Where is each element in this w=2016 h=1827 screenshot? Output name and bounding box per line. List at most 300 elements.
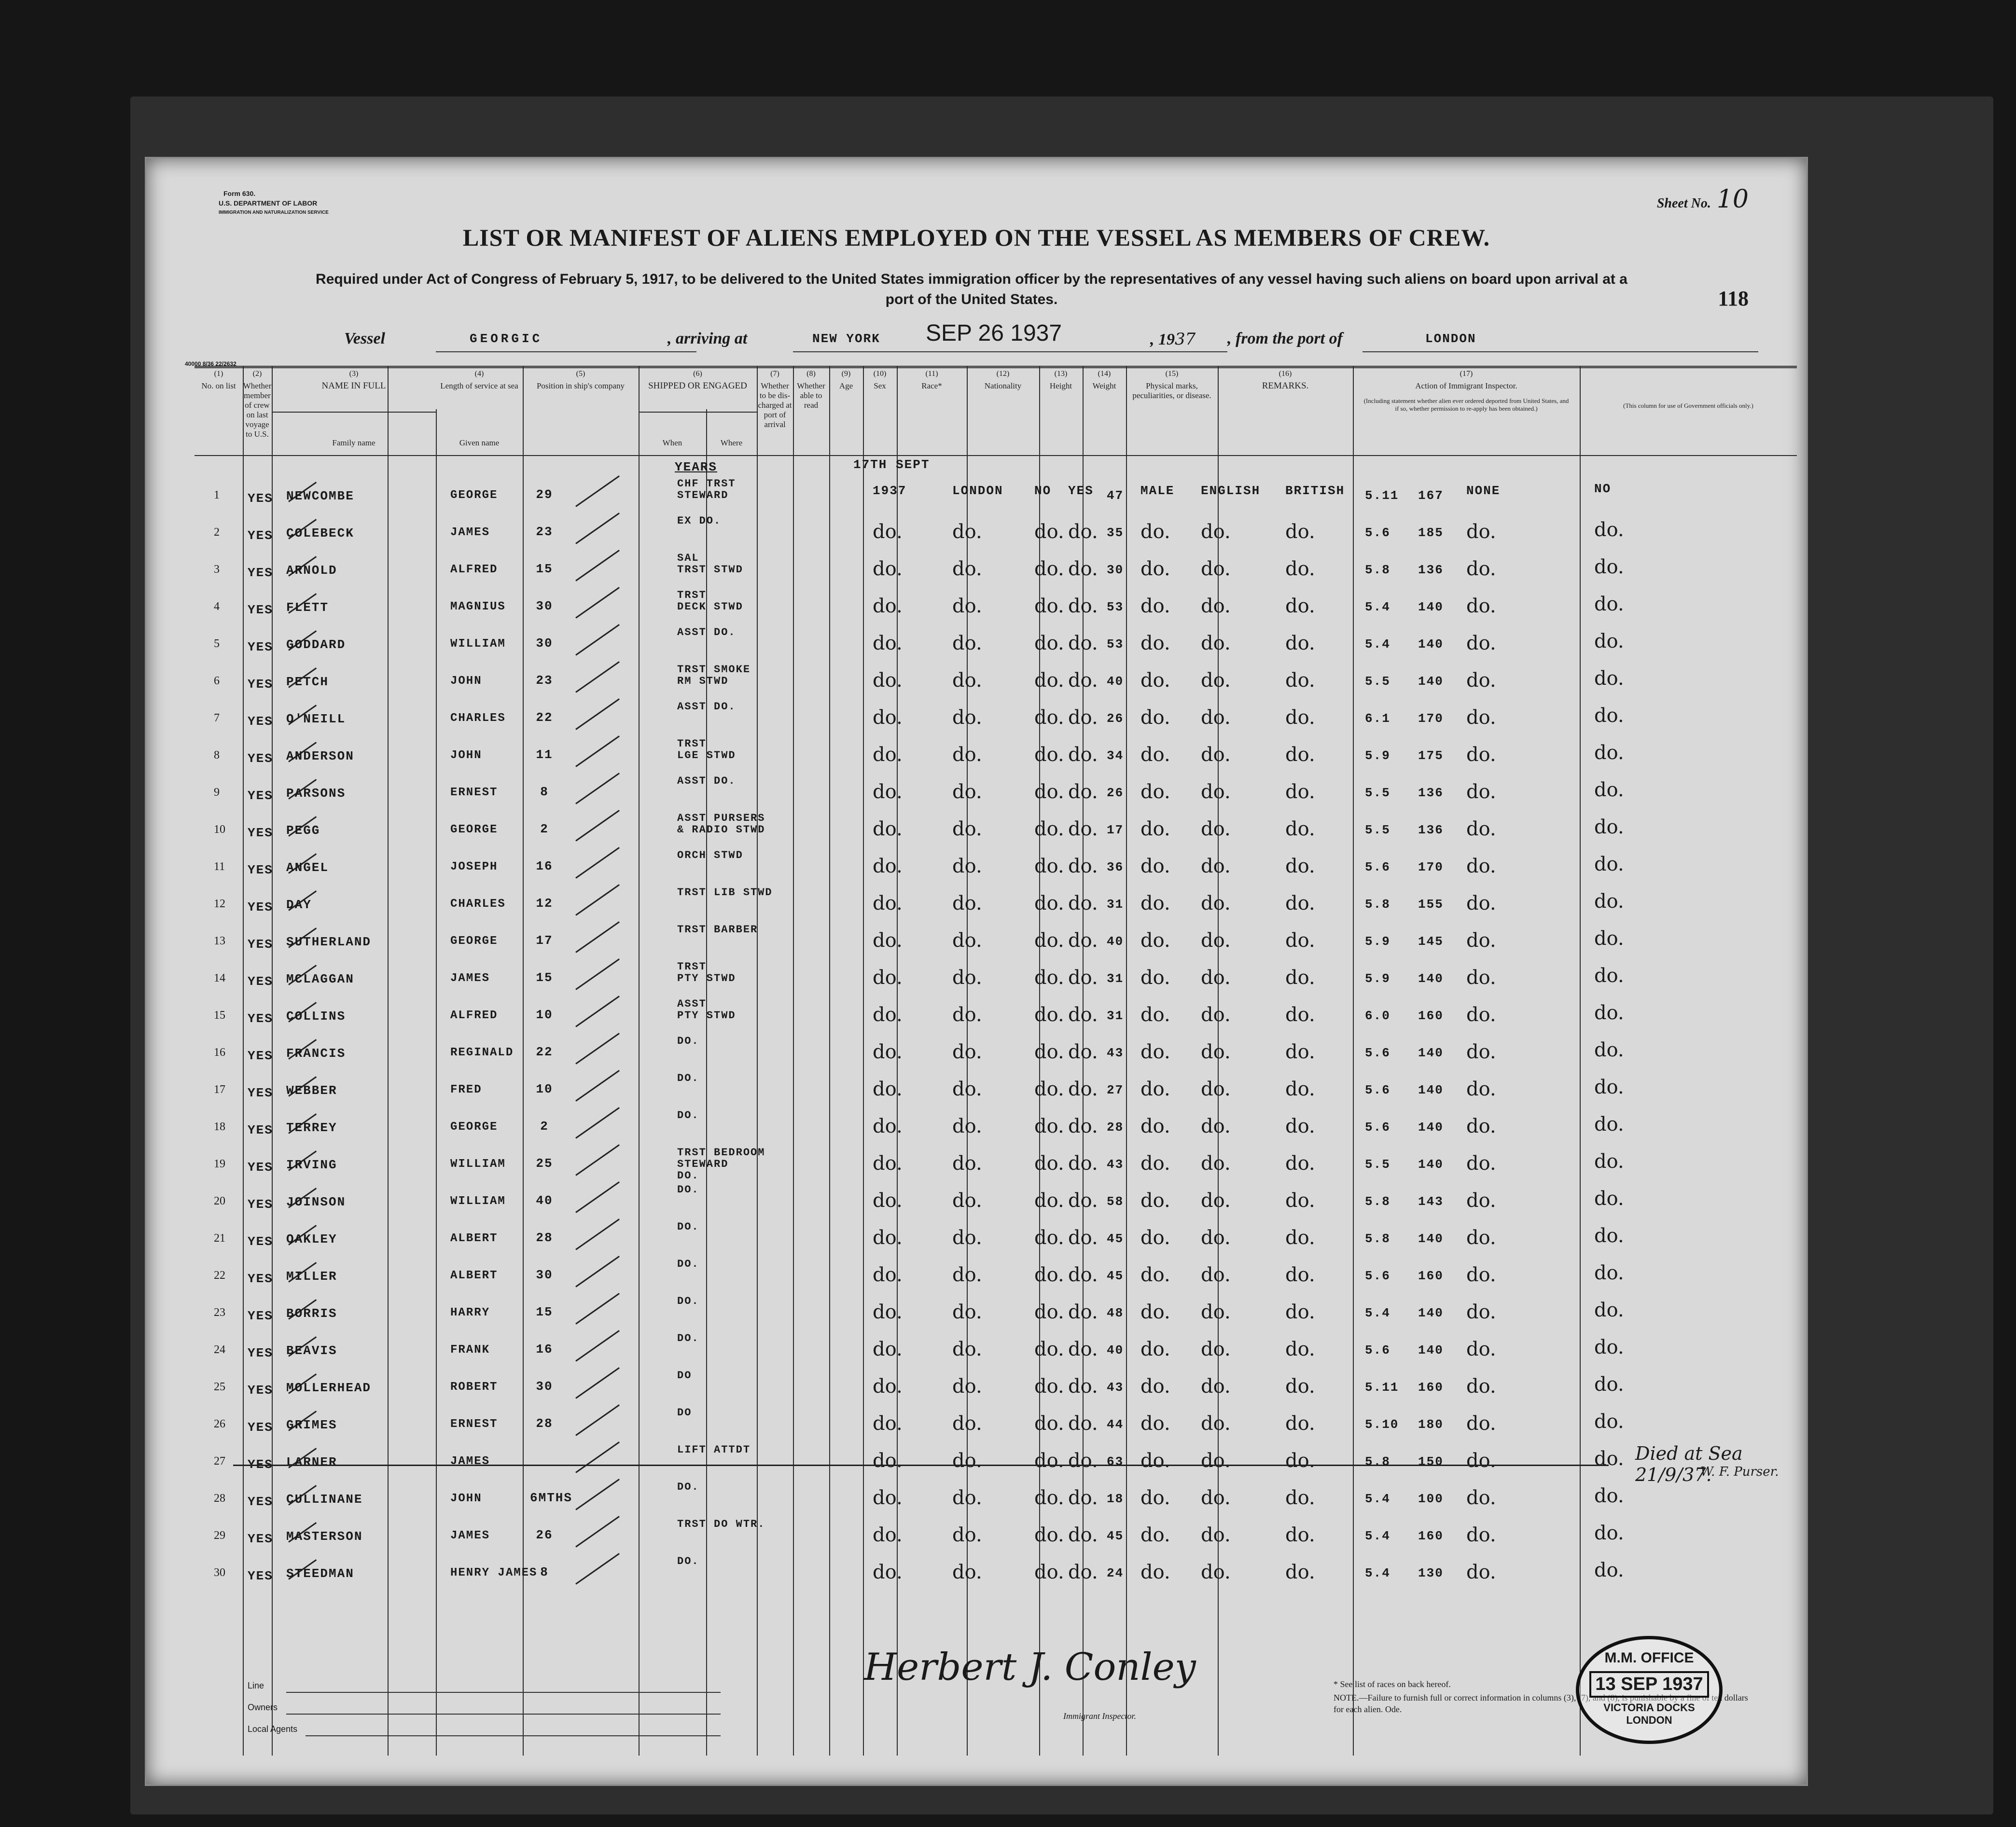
previous-voyage: YES <box>248 1234 273 1249</box>
given-name: JAMES <box>450 526 490 539</box>
row-number: 23 <box>214 1306 225 1319</box>
service-slash <box>575 810 620 842</box>
arrival-port: NEW YORK <box>812 332 880 346</box>
shipped-when: do. <box>873 706 903 729</box>
weight: 130 <box>1418 1566 1444 1580</box>
service-slash <box>575 773 620 804</box>
able-to-read: do. <box>1068 1524 1098 1546</box>
column-divider <box>757 366 758 1756</box>
race: do. <box>1201 669 1231 692</box>
position: DO. <box>677 1555 699 1567</box>
race: do. <box>1201 1078 1231 1100</box>
position: DO. <box>677 1221 699 1233</box>
age: 43 <box>1107 1380 1124 1395</box>
age: 47 <box>1107 488 1124 503</box>
service-slash <box>575 1293 620 1325</box>
column-number: (12) <box>996 370 1010 378</box>
previous-voyage: YES <box>248 900 273 914</box>
race: do. <box>1201 706 1231 729</box>
position: DO. <box>677 1184 699 1196</box>
previous-voyage: YES <box>248 1457 273 1472</box>
previous-voyage: YES <box>248 491 273 506</box>
sex: do. <box>1140 818 1170 840</box>
race: do. <box>1201 1227 1231 1249</box>
physical-marks: do. <box>1466 558 1496 580</box>
service: IMMIGRATION AND NATURALIZATION SERVICE <box>219 210 329 215</box>
family-name: MCLAGGAN <box>286 972 354 986</box>
height: 6.1 <box>1365 711 1390 726</box>
able-to-read: do. <box>1068 1450 1098 1472</box>
height: 5.6 <box>1365 1083 1390 1097</box>
column-header: Whether able to read <box>797 381 825 410</box>
discharged: do. <box>1034 521 1064 543</box>
discharged: do. <box>1034 929 1064 952</box>
given-name: GEORGE <box>450 1121 498 1134</box>
race: do. <box>1201 1450 1231 1472</box>
race: do. <box>1201 781 1231 803</box>
family-name: DAY <box>286 898 312 912</box>
service-slash <box>575 958 620 990</box>
remarks: do. <box>1594 1448 1624 1470</box>
discharged: do. <box>1034 1450 1064 1472</box>
nationality: do. <box>1285 781 1315 803</box>
able-to-read: do. <box>1068 892 1098 914</box>
age: 35 <box>1107 526 1124 540</box>
race: do. <box>1201 1264 1231 1286</box>
age: 53 <box>1107 637 1124 651</box>
nationality: do. <box>1285 632 1315 654</box>
sex: do. <box>1140 1190 1170 1212</box>
previous-voyage: YES <box>248 974 273 989</box>
position: DO. <box>677 1109 699 1121</box>
race: do. <box>1201 632 1231 654</box>
sex: do. <box>1140 1301 1170 1323</box>
row-number: 6 <box>214 675 220 687</box>
sex: do. <box>1140 632 1170 654</box>
position: TRST STWD <box>677 564 743 576</box>
remarks: do. <box>1594 1559 1624 1581</box>
position: DO <box>677 1407 692 1419</box>
column-number: (9) <box>841 370 851 378</box>
row-number: 25 <box>214 1381 225 1393</box>
service-length: 15 <box>536 1305 553 1319</box>
family-name: OAKLEY <box>286 1232 337 1246</box>
race: do. <box>1201 1561 1231 1583</box>
race: do. <box>1201 1412 1231 1435</box>
row-number: 17 <box>214 1083 225 1096</box>
from-port: LONDON <box>1425 332 1476 346</box>
table-top-rule <box>195 367 1797 368</box>
remarks-subnote: (Including statement whether alien ever ordered deported from United States, and if so, whether permission to re-apply has been obtained.) <box>1363 397 1569 412</box>
column-header: Length of service at sea <box>440 381 518 390</box>
row-number: 29 <box>214 1529 225 1542</box>
position: STEWARD <box>677 1158 729 1170</box>
subheader-rule <box>639 412 757 413</box>
weight: 140 <box>1418 1343 1444 1357</box>
discharged: do. <box>1034 1227 1064 1249</box>
shipped-where: do. <box>952 1152 982 1175</box>
service-length: 30 <box>536 1379 553 1394</box>
service-slash <box>575 1218 620 1250</box>
shipped-when: do. <box>873 929 903 952</box>
row-number: 9 <box>214 786 220 799</box>
family-name: IRVING <box>286 1158 337 1172</box>
family-name: BEAVIS <box>286 1343 337 1358</box>
service-slash <box>575 1553 620 1585</box>
sex: do. <box>1140 1115 1170 1137</box>
age: 28 <box>1107 1120 1124 1135</box>
service-length: 30 <box>536 599 553 613</box>
age: 43 <box>1107 1157 1124 1172</box>
remarks: do. <box>1594 556 1624 578</box>
race: do. <box>1201 818 1231 840</box>
physical-marks: do. <box>1466 1041 1496 1063</box>
physical-marks: do. <box>1466 521 1496 543</box>
family-name: BORRIS <box>286 1306 337 1321</box>
discharged: do. <box>1034 1041 1064 1063</box>
family-name: TERREY <box>286 1121 337 1135</box>
given-name: GEORGE <box>450 935 498 948</box>
inspector-signature: Herbert J. Conley <box>864 1646 1196 1689</box>
service-slash <box>575 1144 620 1176</box>
nationality: do. <box>1285 1338 1315 1360</box>
sex: do. <box>1140 781 1170 803</box>
service-slash <box>575 1256 620 1287</box>
service-slash <box>575 1107 620 1139</box>
position: ASST PURSERS <box>677 812 765 824</box>
service-slash <box>575 921 620 953</box>
previous-voyage: YES <box>248 1272 273 1286</box>
weight: 140 <box>1418 1306 1444 1320</box>
remarks: do. <box>1594 965 1624 987</box>
shipped-when: do. <box>873 967 903 989</box>
service-length: 2 <box>540 822 549 836</box>
service-slash <box>575 1181 620 1213</box>
shipped-where: do. <box>952 1264 982 1286</box>
able-to-read: do. <box>1068 1561 1098 1583</box>
position: TRST <box>677 589 707 601</box>
table-top-rule <box>195 366 1797 367</box>
department: U.S. DEPARTMENT OF LABOR <box>219 199 318 207</box>
family-name: COLLINS <box>286 1009 346 1024</box>
height: 5.11 <box>1365 1380 1399 1395</box>
remarks: do. <box>1594 1076 1624 1098</box>
weight: 140 <box>1418 971 1444 986</box>
family-name: GODDARD <box>286 637 346 652</box>
race: do. <box>1201 1190 1231 1212</box>
race: do. <box>1201 1375 1231 1398</box>
weight: 160 <box>1418 1269 1444 1283</box>
family-name: COLEBECK <box>286 526 354 540</box>
able-to-read: do. <box>1068 967 1098 989</box>
column-divider <box>863 366 864 1756</box>
family-name: PETCH <box>286 675 329 689</box>
height: 5.8 <box>1365 1194 1390 1209</box>
nationality: do. <box>1285 1450 1315 1472</box>
physical-marks: do. <box>1466 1301 1496 1323</box>
family-name: ANGEL <box>286 860 329 875</box>
inspector-label: Immigrant Inspector. <box>1063 1711 1136 1721</box>
family-name: ANDERSON <box>286 749 354 763</box>
sex: do. <box>1140 1412 1170 1435</box>
weight: 140 <box>1418 674 1444 689</box>
sex: do. <box>1140 967 1170 989</box>
shipped-where: do. <box>952 744 982 766</box>
age: 31 <box>1107 1009 1124 1023</box>
list-code: 118 <box>1718 287 1749 310</box>
column-header: Age <box>839 381 853 390</box>
shipped-when: do. <box>873 1412 903 1435</box>
physical-marks: do. <box>1466 632 1496 654</box>
column-header: Nationality <box>984 381 1022 390</box>
height: 5.4 <box>1365 1566 1390 1580</box>
shipped-where: do. <box>952 1338 982 1360</box>
race: do. <box>1201 558 1231 580</box>
row-number: 12 <box>214 898 225 910</box>
physical-marks: do. <box>1466 1412 1496 1435</box>
sex: do. <box>1140 744 1170 766</box>
shipped-when: do. <box>873 595 903 617</box>
previous-voyage: YES <box>248 528 273 543</box>
height: 5.5 <box>1365 786 1390 800</box>
race: ENGLISH <box>1201 484 1261 498</box>
position: DO. <box>677 1295 699 1307</box>
weight: 167 <box>1418 488 1444 503</box>
weight: 143 <box>1418 1194 1444 1209</box>
family-name: NEWCOMBE <box>286 489 354 503</box>
column-divider <box>793 366 794 1756</box>
sex: do. <box>1140 1487 1170 1509</box>
previous-voyage: YES <box>248 714 273 729</box>
remarks: do. <box>1594 593 1624 615</box>
able-to-read: do. <box>1068 595 1098 617</box>
vessel-name: GEORGIC <box>470 332 543 346</box>
service-length: 10 <box>536 1008 553 1022</box>
position: TRST <box>677 738 707 750</box>
height: 5.6 <box>1365 1046 1390 1060</box>
shipped-where: do. <box>952 558 982 580</box>
position: TRST <box>677 961 707 973</box>
column-number: (13) <box>1054 370 1068 378</box>
row-number: 26 <box>214 1418 225 1430</box>
column-header: Action of Immigrant Inspector. <box>1415 381 1517 390</box>
able-to-read: do. <box>1068 1227 1098 1249</box>
physical-marks: do. <box>1466 1561 1496 1583</box>
service-slash <box>575 1404 620 1436</box>
able-to-read: do. <box>1068 781 1098 803</box>
previous-voyage: YES <box>248 1086 273 1100</box>
height: 5.11 <box>1365 488 1399 503</box>
shipped-when: do. <box>873 892 903 914</box>
height: 5.6 <box>1365 1269 1390 1283</box>
given-name: GEORGE <box>450 489 498 502</box>
height: 5.4 <box>1365 1529 1390 1543</box>
shipped-where: do. <box>952 929 982 952</box>
position: TRST LIB STWD <box>677 886 773 899</box>
sex: do. <box>1140 855 1170 877</box>
column-header: Sex <box>874 381 886 390</box>
physical-marks: do. <box>1466 669 1496 692</box>
race: do. <box>1201 967 1231 989</box>
remarks: do. <box>1594 1225 1624 1247</box>
shipped-where: do. <box>952 1115 982 1137</box>
shipped-where: do. <box>952 1487 982 1509</box>
race: do. <box>1201 744 1231 766</box>
height: 5.4 <box>1365 1306 1390 1320</box>
position: DO. <box>677 1170 699 1182</box>
nationality: do. <box>1285 1227 1315 1249</box>
shipped-where: do. <box>952 1412 982 1435</box>
nationality: do. <box>1285 521 1315 543</box>
height: 5.8 <box>1365 1454 1390 1469</box>
row-number: 22 <box>214 1269 225 1282</box>
shipped-where: do. <box>952 669 982 692</box>
height: 5.9 <box>1365 934 1390 949</box>
sex: do. <box>1140 1004 1170 1026</box>
service-slash <box>575 661 620 693</box>
nationality: do. <box>1285 1561 1315 1583</box>
service-length: 22 <box>536 1045 553 1059</box>
nationality: do. <box>1285 595 1315 617</box>
position: ORCH STWD <box>677 849 743 861</box>
able-to-read: do. <box>1068 1375 1098 1398</box>
height: 5.8 <box>1365 897 1390 912</box>
position: TRST DO WTR. <box>677 1518 765 1530</box>
discharged: do. <box>1034 595 1064 617</box>
subheader-family: Family name <box>332 438 375 447</box>
position: PTY STWD <box>677 1010 736 1022</box>
shipped-when: do. <box>873 1301 903 1323</box>
previous-voyage: YES <box>248 1049 273 1063</box>
given-name: ROBERT <box>450 1381 498 1394</box>
given-name: WILLIAM <box>450 1158 506 1171</box>
physical-marks: do. <box>1466 1115 1496 1137</box>
print-code: 40000 8/36 22/2632 <box>185 360 236 367</box>
row-number: 20 <box>214 1195 225 1207</box>
able-to-read: do. <box>1068 558 1098 580</box>
column-header: SHIPPED OR ENGAGED <box>648 381 747 391</box>
weight: 185 <box>1418 526 1444 540</box>
service-slash <box>575 1441 620 1473</box>
family-name: MASTERSON <box>286 1529 363 1544</box>
weight: 160 <box>1418 1380 1444 1395</box>
given-name: JAMES <box>450 972 490 985</box>
previous-voyage: YES <box>248 603 273 617</box>
column-divider <box>1126 366 1127 1756</box>
weight: 155 <box>1418 897 1444 912</box>
service-length: 40 <box>536 1193 553 1208</box>
physical-marks: do. <box>1466 1078 1496 1100</box>
age: 26 <box>1107 711 1124 726</box>
height: 5.5 <box>1365 823 1390 837</box>
discharged: do. <box>1034 1412 1064 1435</box>
able-to-read: YES <box>1068 484 1094 498</box>
shipped-when-header: 17TH SEPT <box>853 457 930 472</box>
family-name: JOINSON <box>286 1195 346 1209</box>
year-label: , 1937 <box>1150 330 1196 349</box>
row-number: 5 <box>214 637 220 650</box>
age: 45 <box>1107 1529 1124 1543</box>
years-header: YEARS <box>675 460 718 474</box>
position: TRST SMOKE <box>677 664 751 676</box>
age: 48 <box>1107 1306 1124 1320</box>
form-number: Form 630. <box>223 190 256 197</box>
family-name: GRIMES <box>286 1418 337 1432</box>
race: do. <box>1201 855 1231 877</box>
discharged: do. <box>1034 1264 1064 1286</box>
able-to-read: do. <box>1068 632 1098 654</box>
nationality: do. <box>1285 1078 1315 1100</box>
sheet-number: Sheet No. 10 <box>1656 185 1749 214</box>
fine-note: NOTE.—Failure to furnish full or correct information in columns (3), (7), and (8), is punishable by a fine of ten dollars for each alien. Ode. <box>1334 1693 1748 1714</box>
remarks: do. <box>1594 890 1624 913</box>
form-title: LIST OR MANIFEST OF ALIENS EMPLOYED ON THE VESSEL AS MEMBERS OF CREW. <box>462 224 1490 251</box>
service-length: 30 <box>536 636 553 651</box>
weight: 170 <box>1418 711 1444 726</box>
remarks: do. <box>1594 1299 1624 1321</box>
service-length: 12 <box>536 896 553 911</box>
age: 40 <box>1107 934 1124 949</box>
given-name: ALBERT <box>450 1269 498 1282</box>
position: EX DO. <box>677 515 722 527</box>
sex: do. <box>1140 1375 1170 1398</box>
shipped-where: do. <box>952 632 982 654</box>
shipped-when: do. <box>873 1004 903 1026</box>
from-label: , from the port of <box>1227 330 1343 347</box>
sex: MALE <box>1140 484 1175 498</box>
given-name: ALFRED <box>450 563 498 576</box>
previous-voyage: YES <box>248 640 273 654</box>
previous-voyage: YES <box>248 1197 273 1212</box>
service-length: 15 <box>536 970 553 985</box>
column-divider <box>523 366 524 1756</box>
weight: 170 <box>1418 860 1444 874</box>
column-header: Whether to be dis-charged at port of arrival <box>758 381 792 429</box>
nationality: do. <box>1285 855 1315 877</box>
age: 24 <box>1107 1566 1124 1580</box>
position: STEWARD <box>677 489 729 501</box>
service-length: 16 <box>536 1342 553 1356</box>
service-slash <box>575 1516 620 1548</box>
remarks: do. <box>1594 519 1624 541</box>
remarks: do. <box>1594 1113 1624 1135</box>
shipped-when: do. <box>873 1264 903 1286</box>
action-subnote: (This column for use of Government officials only.) <box>1623 402 1753 409</box>
given-name: GEORGE <box>450 823 498 836</box>
nationality: do. <box>1285 706 1315 729</box>
sex: do. <box>1140 595 1170 617</box>
remarks: do. <box>1594 1336 1624 1358</box>
race: do. <box>1201 1301 1231 1323</box>
able-to-read: do. <box>1068 1152 1098 1175</box>
column-number: (15) <box>1165 370 1179 378</box>
physical-marks: do. <box>1466 744 1496 766</box>
physical-marks: do. <box>1466 967 1496 989</box>
previous-voyage: YES <box>248 1420 273 1435</box>
races-note: * See list of races on back hereof. <box>1334 1679 1451 1689</box>
position: DO. <box>677 1481 699 1493</box>
physical-marks: do. <box>1466 1227 1496 1249</box>
column-number: (14) <box>1098 370 1111 378</box>
previous-voyage: YES <box>248 1569 273 1583</box>
remarks: do. <box>1594 1262 1624 1284</box>
position: DECK STWD <box>677 601 743 613</box>
age: 31 <box>1107 971 1124 986</box>
age: 58 <box>1107 1194 1124 1209</box>
able-to-read: do. <box>1068 1041 1098 1063</box>
given-name: ERNEST <box>450 1418 498 1431</box>
remarks: do. <box>1594 1150 1624 1173</box>
